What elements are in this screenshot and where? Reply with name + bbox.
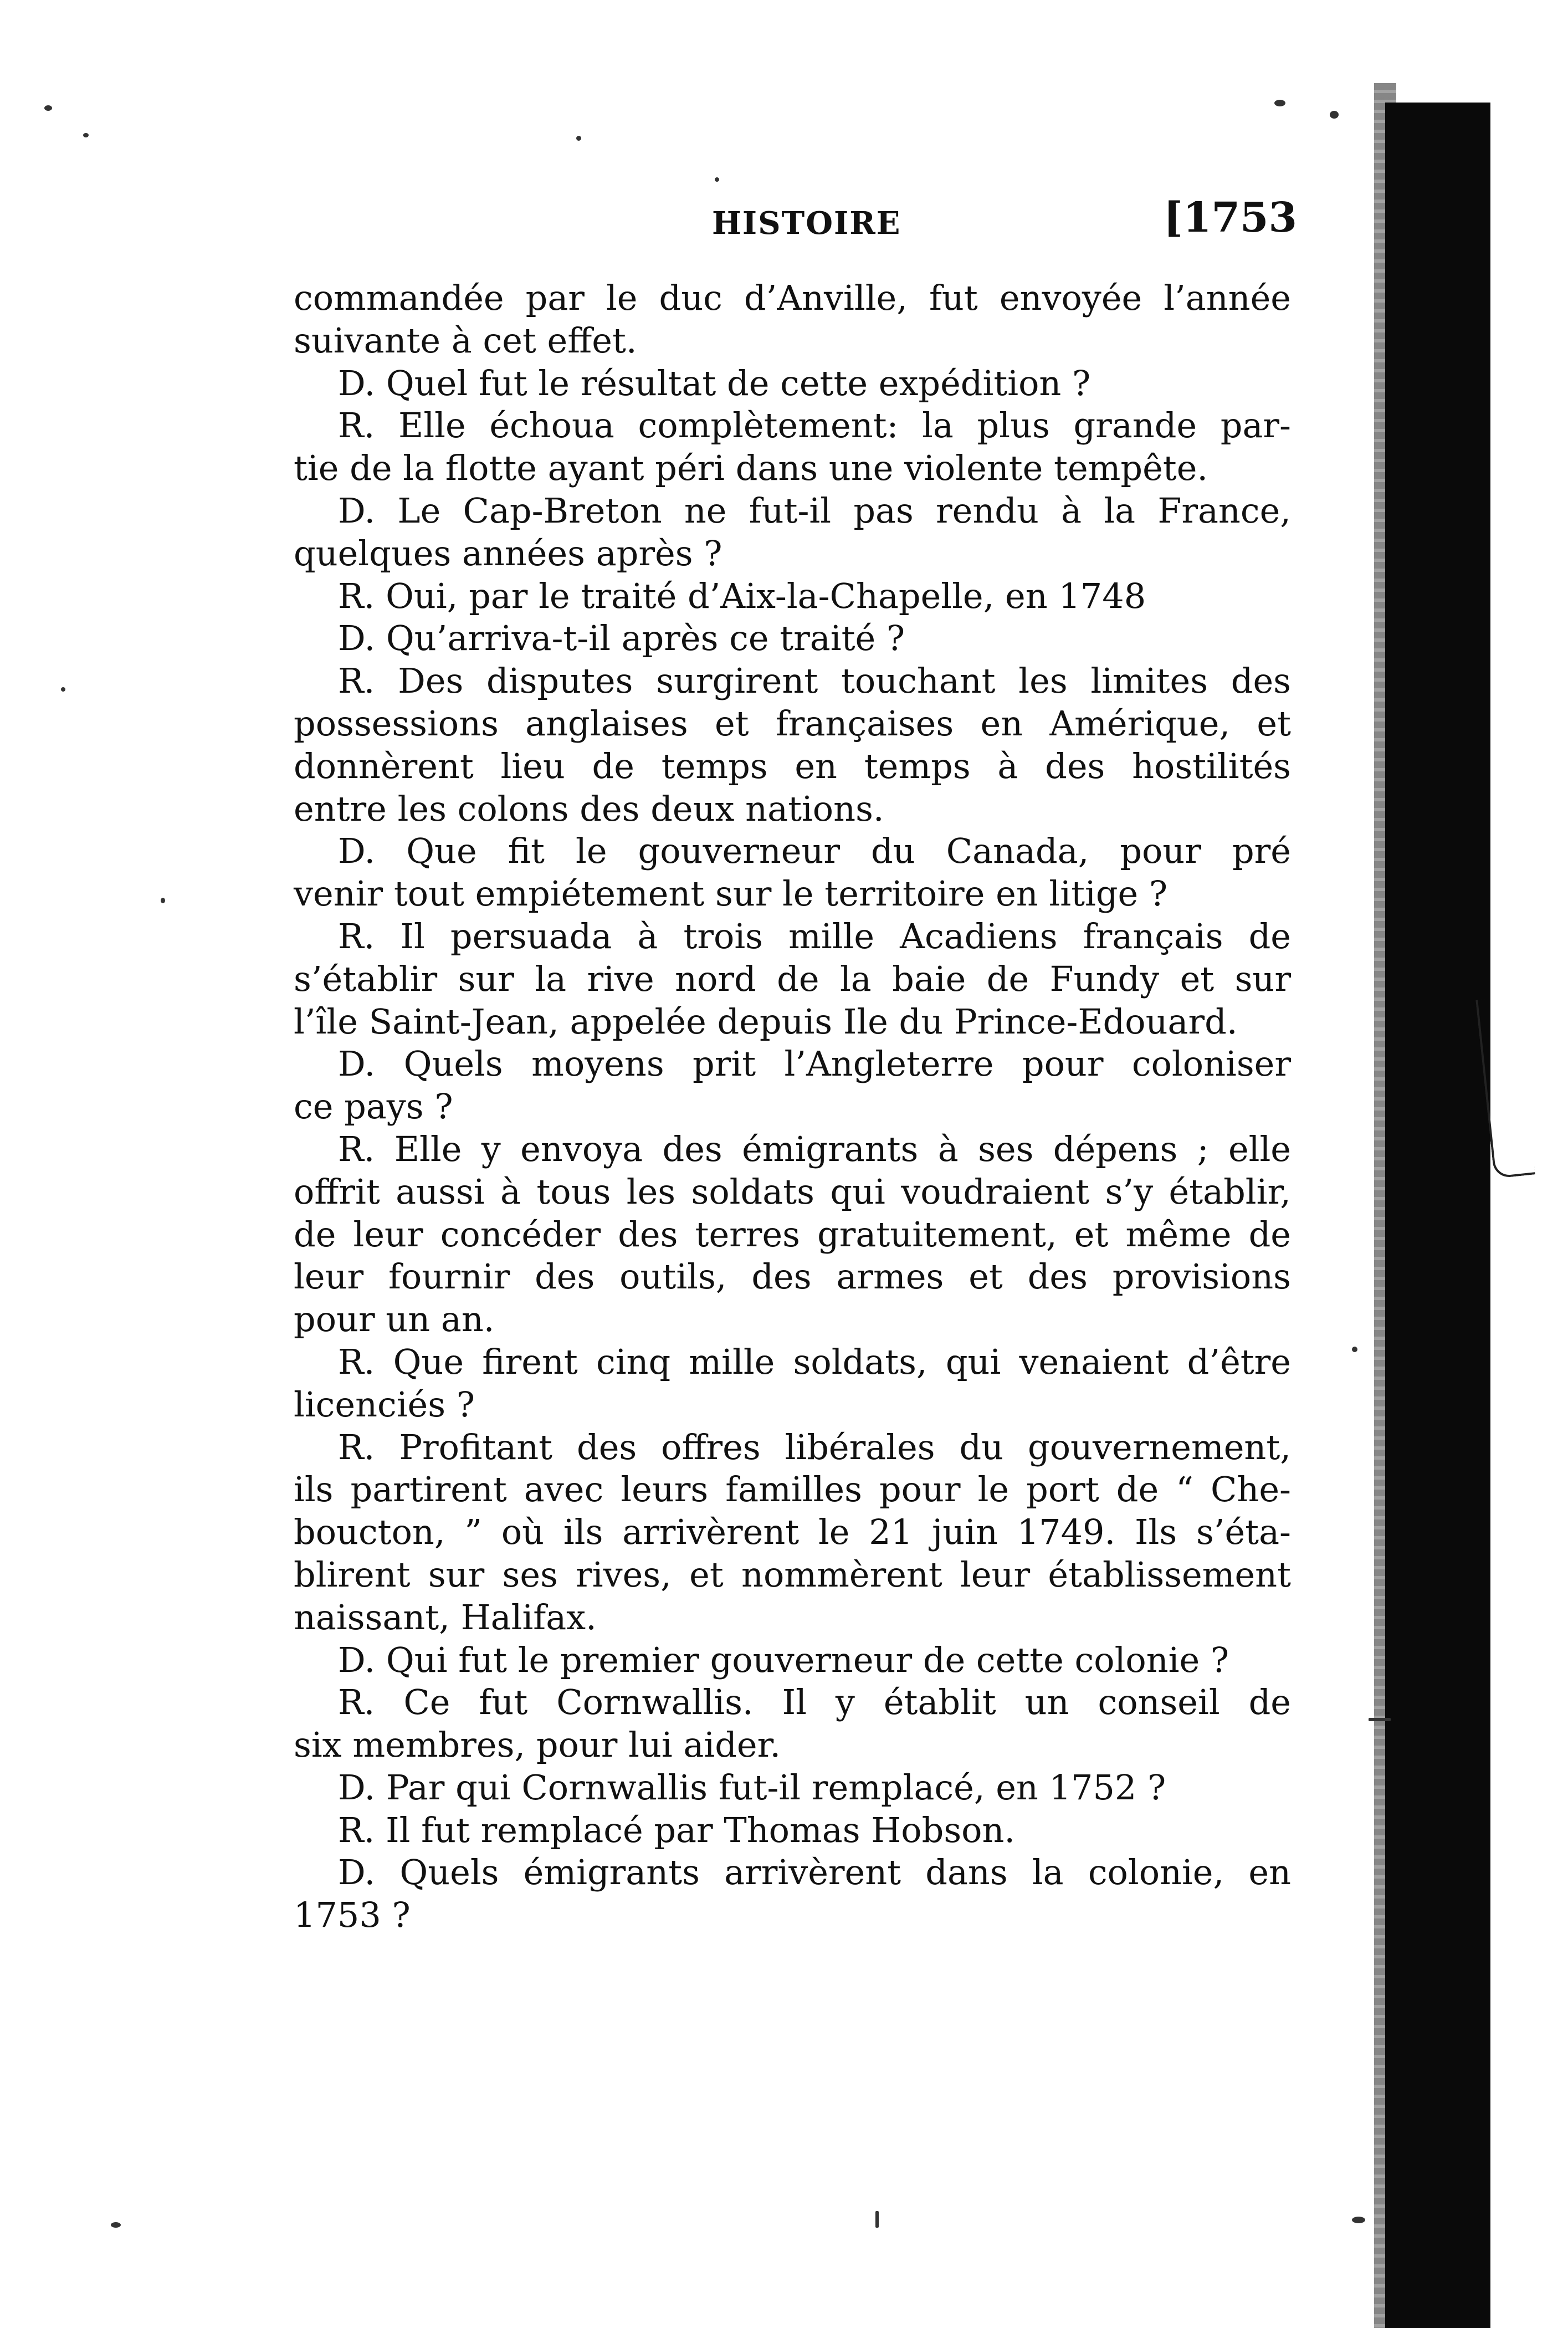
text-line: licenciés ?	[294, 1384, 475, 1425]
text-line: six membres, pour lui aider.	[294, 1725, 781, 1766]
scan-speck	[875, 2211, 879, 2228]
answer-line: R. Profitant des offres libérales du gouvernement,	[338, 1426, 1291, 1467]
answer-line: R. Oui, par le traité d’Aix-la-Chapelle, en 1748	[338, 575, 1146, 616]
text-line: boucton, ” où ils arrivèrent le 21 juin 1749. Ils s’éta-	[294, 1512, 1291, 1553]
scan-speck	[44, 105, 52, 111]
question-line: D. Le Cap-Breton ne fut-il pas rendu à la France,	[338, 490, 1291, 531]
question-line: D. Que fit le gouverneur du Canada, pour pré	[338, 831, 1291, 872]
text-line: naissant, Halifax.	[294, 1597, 597, 1638]
question-line: D. Quels moyens prit l’Angleterre pour coloniser	[338, 1043, 1291, 1084]
scan-speck	[1369, 1718, 1391, 1721]
scan-speck	[1352, 2217, 1365, 2223]
binding-shadow	[1385, 103, 1490, 2328]
scan-speck	[715, 177, 719, 182]
question-line: D. Par qui Cornwallis fut-il remplacé, en 1752 ?	[338, 1767, 1166, 1808]
text-line: venir tout empiétement sur le territoire en litige ?	[294, 873, 1168, 914]
text-line: tie de la flotte ayant péri dans une violente tempête.	[294, 448, 1208, 489]
answer-line: R. Des disputes surgirent touchant les limites des	[338, 661, 1291, 702]
page-number: [1753	[1164, 194, 1297, 242]
text-line: suivante à cet effet.	[294, 320, 637, 361]
text-line: ce pays ?	[294, 1086, 453, 1127]
page-header	[0, 194, 1330, 255]
text-line: entre les colons des deux nations.	[294, 788, 884, 829]
text-line: s’établir sur la rive nord de la baie de Fundy et sur	[294, 958, 1291, 999]
scan-speck	[61, 687, 65, 692]
answer-line: R. Il persuada à trois mille Acadiens français de	[338, 915, 1291, 956]
text-line: offrit aussi à tous les soldats qui voudraient s’y établir,	[294, 1171, 1291, 1212]
text-line: ils partirent avec leurs familles pour le port de “ Che-	[294, 1469, 1291, 1510]
scan-speck	[83, 133, 89, 137]
scan-speck	[576, 136, 581, 141]
text-line: quelques années après ?	[294, 533, 722, 574]
text-line: leur fournir des outils, des armes et des provisions	[294, 1256, 1291, 1297]
scan-speck	[1352, 1347, 1357, 1352]
scan-speck	[1330, 111, 1339, 119]
answer-line: R. Elle échoua complètement: la plus grande par-	[338, 405, 1291, 446]
text-line: 1753 ?	[294, 1895, 411, 1936]
answer-line: R. Il fut remplacé par Thomas Hobson.	[338, 1809, 1016, 1850]
question-line: R. Que firent cinq mille soldats, qui venaient d’être	[338, 1341, 1291, 1382]
question-line: D. Qui fut le premier gouverneur de cette colonie ?	[338, 1639, 1229, 1680]
scan-speck	[111, 2222, 121, 2228]
text-line: donnèrent lieu de temps en temps à des hostilités	[294, 745, 1291, 786]
text-line: blirent sur ses rives, et nommèrent leur établissement	[294, 1554, 1291, 1595]
text-line: possessions anglaises et françaises en Amérique, et	[294, 703, 1291, 744]
text-line: pour un an.	[294, 1299, 495, 1340]
text-line: de leur concéder des terres gratuitement, et même de	[294, 1214, 1291, 1255]
question-line: D. Qu’arriva-t-il après ce traité ?	[338, 618, 905, 659]
answer-line: R. Elle y envoya des émigrants à ses dépens ; elle	[338, 1128, 1291, 1169]
running-title: HISTOIRE	[712, 205, 901, 242]
answer-line: R. Ce fut Cornwallis. Il y établit un conseil de	[338, 1682, 1291, 1723]
question-line: D. Quels émigrants arrivèrent dans la colonie, en	[338, 1852, 1291, 1893]
text-line: l’île Saint-Jean, appelée depuis Ile du Prince-Edouard.	[294, 1001, 1238, 1042]
text-line: commandée par le duc d’Anville, fut envoyée l’année	[294, 278, 1291, 318]
scan-speck	[161, 898, 165, 903]
scan-speck	[1274, 100, 1285, 106]
question-line: D. Quel fut le résultat de cette expédition ?	[338, 362, 1091, 403]
body-text	[294, 277, 1291, 1937]
